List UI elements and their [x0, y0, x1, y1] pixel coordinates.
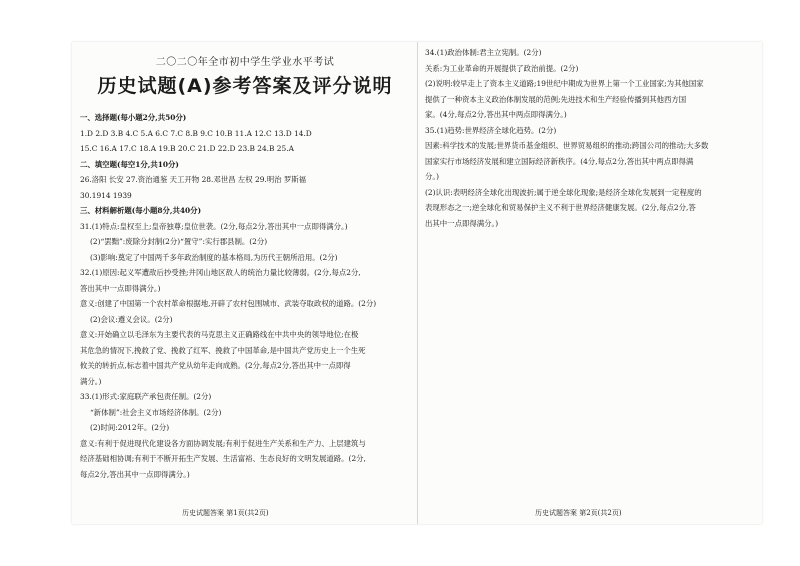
answer-line: 家。(4分,每点2分,答出其中两点即得满分。)	[425, 110, 567, 119]
answer-line: 提供了一种资本主义政治体制发展的范例;先进技术和生产经验传播到其他西方国	[425, 94, 687, 104]
answer-line: 意义:开始确立以毛泽东为主要代表的马克思主义正确路线在中共中央的领导地位;在极	[80, 330, 359, 339]
page-2-body	[425, 45, 755, 231]
answer-line: 33.(1)形式:家庭联产承包责任制。(2分)	[80, 392, 212, 401]
answer-line: 其危急的情况下,挽救了党、挽救了红军、挽救了中国革命,是中国共产党历史上一个生死	[80, 345, 366, 355]
answer-line: 表现形态之一;逆全球化和贸易保护主义不利于世界经济健康发展。(2分,每点2分,答	[425, 203, 696, 212]
answer-line: 15.C 16.A 17.C 18.A 19.B 20.C 21.D 22.D 23.B 24.B 25.A	[80, 144, 294, 153]
answer-line: (2)“罢黜”:废除分封制(2分)“置守”:实行郡县制。(2分)	[90, 237, 268, 246]
answer-line: 35.(1)趋势:世界经济全球化趋势。(2分)	[425, 125, 557, 135]
answer-line: 攸关的转折点,标志着中国共产党从幼年走向成熟。(2分,每点2分,答出其中一点即得	[80, 361, 351, 370]
exam-title: 二〇二〇年全市初中学生学业水平考试	[155, 57, 335, 68]
answer-line: 意义:有利于促进现代化建设各方面协调发展;有利于促进生产关系和生产力、上层建筑与	[80, 438, 366, 448]
answer-line: (2)认识:表明经济全球化出现波折;属于逆全球化现象;是经济全球化发展到一定程度的	[425, 187, 702, 197]
answer-line: 34.(1)政治体制:君主立宪制。(2分)	[425, 48, 542, 57]
answer-line: 满分。)	[80, 376, 102, 386]
answer-line: (3)影响:奠定了中国两千多年政治制度的基本格局,为历代王朝所沿用。(2分)	[90, 252, 338, 262]
answer-line: “新体制”:社会主义市场经济体制。(2分)	[90, 407, 222, 417]
answer-line: 30.1914 1939	[80, 190, 132, 200]
answer-line: 分。)	[425, 172, 439, 181]
answer-line: (2)时间:2012年。(2分)	[90, 423, 170, 432]
page-1-footer: 历史试题答案 第1页(共2页)	[182, 509, 269, 517]
answer-line: 26.洛阳 长安 27.资治通鉴 天工开物 28.邓世昌 左权 29.明治 罗斯福	[80, 175, 307, 184]
answer-line: 1.D 2.D 3.B 4.C 5.A 6.C 7.C 8.B 9.C 10.B 11.A 12.C 13.D 14.D	[80, 128, 312, 138]
answer-line: 32.(1)原因:起义军遭敌后抄受挫;井冈山地区敌人的统治力量比较薄弱。(2分,每点2分,	[80, 268, 361, 277]
section-heading: 三、材料解析题(每小题8分,共40分)	[80, 206, 202, 215]
main-title: 历史试题(A)参考答案及评分说明	[97, 75, 393, 97]
page-1	[80, 56, 410, 482]
answer-line: 因素:科学技术的发展;世界货币基金组织、世界贸易组织的推动;跨国公司的推动;大多数	[425, 141, 709, 150]
answer-line: (2)会议:遵义会议。(2分)	[90, 314, 173, 324]
page-1-body	[80, 110, 410, 482]
answer-line: 经济基础相协调;有利于不断开拓生产发展、生活富裕、生态良好的文明发展道路。(2分,	[80, 454, 366, 463]
answer-line: 每点2分,答出其中一点即得满分。)	[80, 469, 190, 479]
page-2-footer: 历史试题答案 第2页(共2页)	[535, 509, 622, 517]
answer-line: 国家实行市场经济发展和建立国际经济新秩序。(4分,每点2分,答出其中两点即得满	[425, 156, 694, 166]
page-divider	[417, 42, 418, 524]
page-2	[425, 45, 755, 231]
answer-line: 答出其中一点即得满分。)	[80, 283, 161, 293]
section-heading: 一、选择题(每小题2分,共50分)	[80, 113, 187, 122]
answer-line: 31.(1)特点:皇权至上;皇帝独尊;皇位世袭。(2分,每点2分,答出其中一点即得满分。)	[80, 221, 348, 231]
answer-line: 关系:为工业革命的开展提供了政治前提。(2分)	[425, 63, 579, 73]
answer-line: 意义:创建了中国第一个农村革命根据地,开辟了农村包围城市、武装夺取政权的道路。(2分)	[80, 299, 377, 308]
answer-line: (2)说明:较早走上了资本主义道路;19世纪中期成为世界上第一个工业国家;为其他国家	[425, 79, 704, 88]
answer-line: 出其中一点即得满分。)	[425, 218, 499, 228]
section-heading: 二、填空题(每空1分,共10分)	[80, 159, 179, 169]
